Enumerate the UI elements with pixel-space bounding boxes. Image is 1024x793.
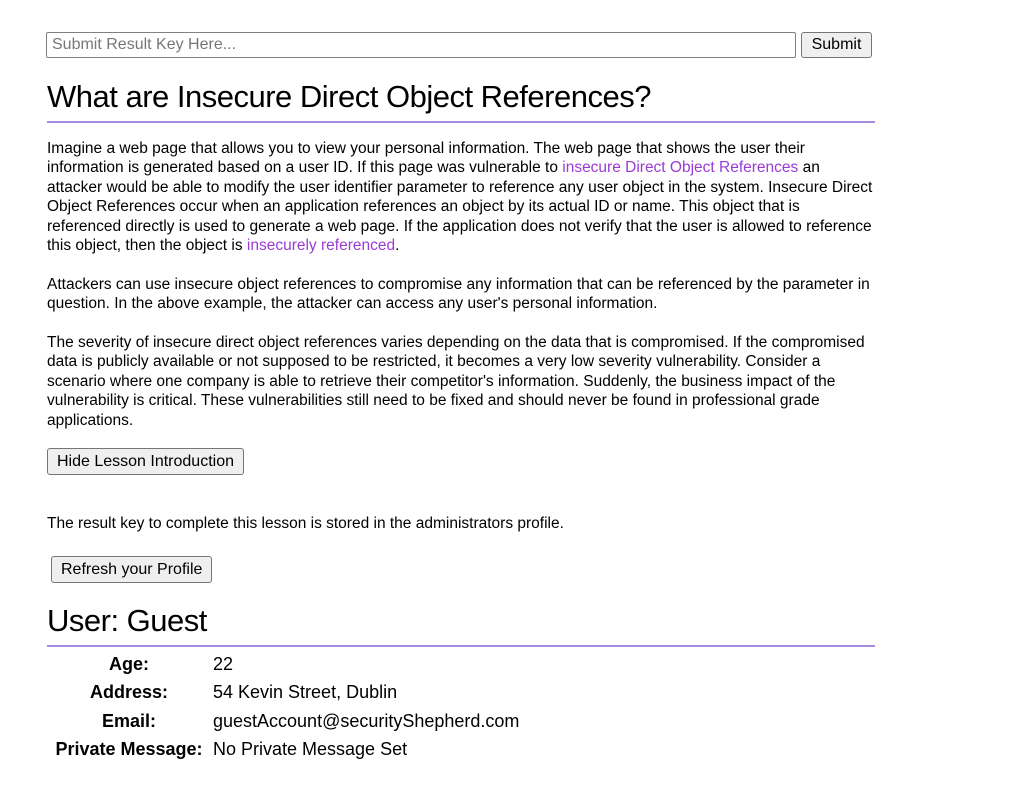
result-key-input[interactable]: [46, 32, 796, 58]
profile-row-private-message: [47, 735, 521, 763]
lesson-paragraph-1-text-c: .: [395, 237, 400, 255]
lesson-title: What are Insecure Direct Object References?: [47, 79, 651, 114]
profile-value: 54 Kevin Street, Dublin: [213, 682, 398, 703]
profile-divider: [47, 645, 875, 647]
profile-value: 22: [213, 654, 234, 675]
lesson-paragraph-3: The severity of insecure direct object references varies depending on the data that is compromised. If the compromised data is publicly available or not supposed to be restricted, it becomes a very low severity vulnerability. Consider a scenario where one company is able to retrieve their competitor's information. Suddenly, the business impact of the vulnerability is critical. These vulnerabilities still need to be fixed and should never be found in professional grade applications.: [47, 334, 865, 429]
profile-label: Private Message:: [55, 739, 203, 760]
profile-value: No Private Message Set: [213, 739, 408, 760]
profile-row-email: [47, 707, 521, 735]
profile-title: User: Guest: [47, 603, 207, 638]
profile-row-age: [47, 650, 521, 678]
profile-value: guestAccount@securityShepherd.com: [213, 710, 520, 731]
hide-lesson-introduction-button[interactable]: Hide Lesson Introduction: [47, 448, 244, 475]
insecurely-referenced-link[interactable]: insecurely referenced: [246, 237, 396, 255]
insecure-dor-link[interactable]: insecure Direct Object References: [562, 159, 799, 177]
profile-table: [47, 650, 521, 763]
result-key-form: [46, 32, 872, 58]
lesson-paragraph-1-text-a: Imagine a web page that allows you to view your personal information. The web page that shows the user their information is generated based on a user ID. If this page was vulnerable to: [47, 140, 805, 177]
profile-label: Age:: [109, 654, 149, 675]
submit-button[interactable]: Submit: [801, 32, 872, 58]
profile-label: Address:: [89, 682, 169, 703]
lesson-paragraph-1-text-b: an attacker would be able to modify the user identifier parameter to reference any user object in the system. Insecure Direct Object References occur when an application references an object by its actual ID or name. This object that is referenced directly is used to generate a web page. If the application does not verify that the user is allowed to reference this object, then the object is: [47, 159, 873, 255]
challenge-instruction: The result key to complete this lesson is stored in the administrators profile.: [47, 515, 564, 532]
profile-label: Email:: [101, 710, 157, 731]
profile-row-address: [47, 678, 521, 706]
lesson-paragraph-2: Attackers can use insecure object references to compromise any information that can be referenced by the parameter in question. In the above example, the attacker can access any user's personal information.: [47, 276, 870, 313]
title-divider: [47, 121, 875, 123]
refresh-profile-button[interactable]: Refresh your Profile: [51, 556, 212, 583]
lesson-paragraph-1: [47, 139, 877, 255]
